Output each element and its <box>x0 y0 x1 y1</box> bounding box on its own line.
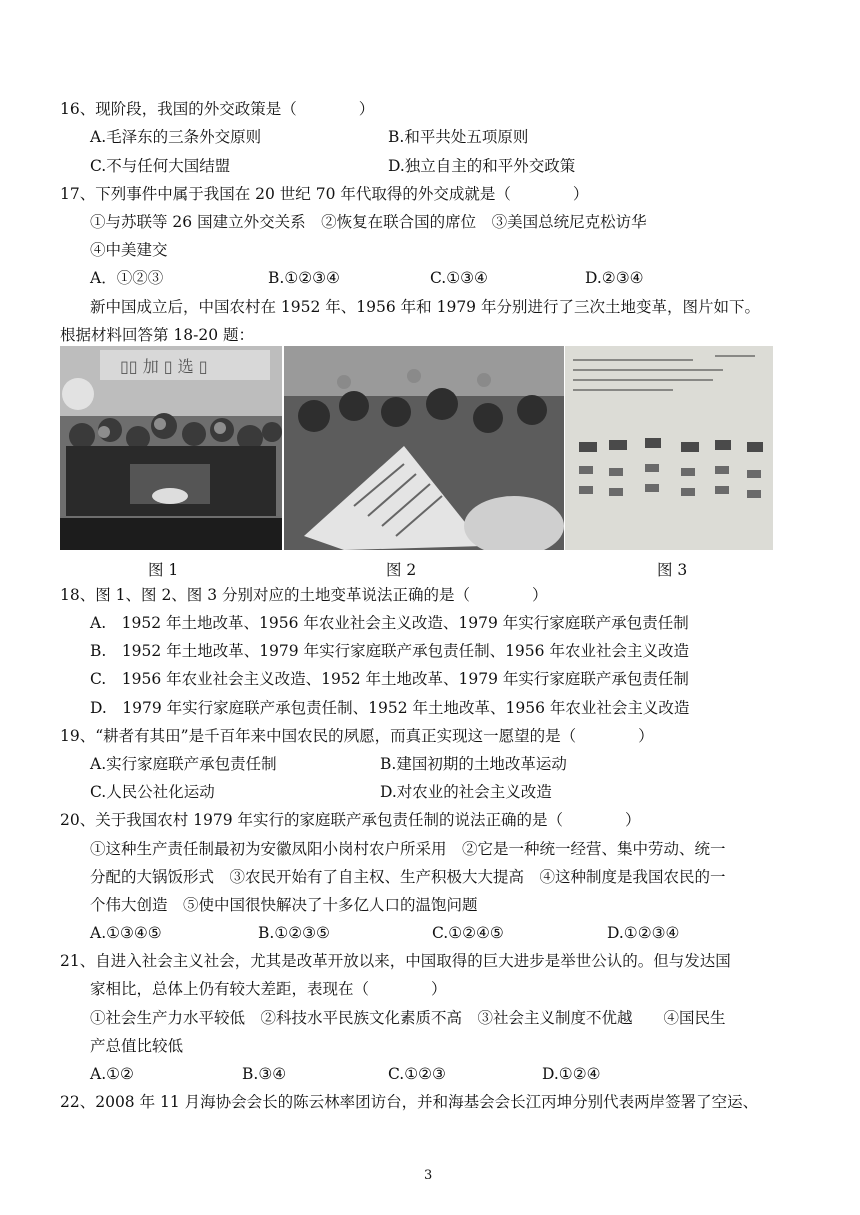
q18-stem: 18、图 1、图 2、图 3 分别对应的土地变革说法正确的是（ ） <box>60 586 548 604</box>
q18-option-b: B. 1952 年土地改革、1979 年实行家庭联产承包责任制、1956 年农业社会主义改造 <box>90 642 689 660</box>
q21-items-line1: ①社会生产力水平较低 ②科技水平民族文化素质不高 ③社会主义制度不优越 ④国民生 <box>90 1009 726 1027</box>
q16-option-b: B.和平共处五项原则 <box>388 128 529 146</box>
q17-option-c: C.①③④ <box>430 269 488 287</box>
q18-option-a: A. 1952 年土地改革、1956 年农业社会主义改造、1979 年实行家庭联产承包责任制 <box>90 614 689 632</box>
q21-stem-line2: 家相比，总体上仍有较大差距，表现在（ ） <box>90 980 447 998</box>
q20-option-d: D.①②③④ <box>607 924 680 942</box>
material-line1: 新中国成立后，中国农村在 1952 年、1956 年和 1979 年分别进行了三次土地变革，图片如下。 <box>90 298 760 316</box>
q17-option-b: B.①②③④ <box>268 269 340 287</box>
q21-option-c: C.①②③ <box>388 1065 446 1083</box>
figure-1-caption: 图 1 <box>148 561 179 579</box>
figure-2-photo <box>284 346 564 550</box>
q19-option-b: B.建国初期的土地改革运动 <box>380 755 567 773</box>
q18-option-d: D. 1979 年实行家庭联产承包责任制、1952 年土地改革、1956 年农业社会主义改造 <box>90 699 690 717</box>
q17-stem: 17、下列事件中属于我国在 20 世纪 70 年代取得的外交成就是（ ） <box>60 185 589 203</box>
q19-option-c: C.人民公社化运动 <box>90 783 215 801</box>
q16-option-a: A.毛泽东的三条外交原则 <box>90 128 262 146</box>
q17-items-line1: ①与苏联等 26 国建立外交关系 ②恢复在联合国的席位 ③美国总统尼克松访华 <box>90 213 647 231</box>
q21-option-b: B.③④ <box>242 1065 287 1083</box>
q20-stem: 20、关于我国农村 1979 年实行的家庭联产承包责任制的说法正确的是（ ） <box>60 811 641 829</box>
figure-3-caption: 图 3 <box>657 561 688 579</box>
q16-option-d: D.独立自主的和平外交政策 <box>388 157 576 175</box>
q21-option-a: A.①② <box>90 1065 134 1083</box>
q20-items-line1: ①这种生产责任制最初为安徽凤阳小岗村农户所采用 ②它是一种统一经营、集中劳动、统一 <box>90 840 726 858</box>
material-line2: 根据材料回答第 18-20 题： <box>60 326 255 344</box>
q20-items-line3: 个伟大创造 ⑤使中国很快解决了十多亿人口的温饱问题 <box>90 896 478 914</box>
q20-option-b: B.①②③⑤ <box>258 924 330 942</box>
figure-1-photo <box>60 346 282 550</box>
q21-items-line2: 产总值比较低 <box>90 1037 184 1055</box>
q16-option-c: C.不与任何大国结盟 <box>90 157 231 175</box>
q17-option-a: A．①②③ <box>90 269 164 287</box>
q20-option-c: C.①②④⑤ <box>432 924 504 942</box>
q21-stem-line1: 21、自进入社会主义社会，尤其是改革开放以来，中国取得的巨大进步是举世公认的。但与发达国 <box>60 952 731 970</box>
q22-stem: 22、2008 年 11 月海协会会长的陈云林率团访台，并和海基会会长江丙坤分别代表两岸签署了空运、 <box>60 1093 759 1111</box>
q17-items-line2: ④中美建交 <box>90 241 168 259</box>
svg-text:▯▯ 加 ▯ 选 ▯: ▯▯ 加 ▯ 选 ▯ <box>120 357 208 376</box>
figure-2-caption: 图 2 <box>386 561 417 579</box>
figure-3-photo <box>565 346 773 550</box>
page-number: 3 <box>424 1168 433 1183</box>
q20-items-line2: 分配的大锅饭形式 ③农民开始有了自主权、生产积极大大提高 ④这种制度是我国农民的一 <box>90 868 726 886</box>
q20-option-a: A.①③④⑤ <box>90 924 162 942</box>
q19-option-a: A.实行家庭联产承包责任制 <box>90 755 277 773</box>
q21-option-d: D.①②④ <box>542 1065 601 1083</box>
q16-stem: 16、现阶段，我国的外交政策是（ ） <box>60 100 375 118</box>
q19-stem: 19、“耕者有其田”是千百年来中国农民的夙愿，而真正实现这一愿望的是（ ） <box>60 727 654 745</box>
q19-option-d: D.对农业的社会主义改造 <box>380 783 552 801</box>
q17-option-d: D.②③④ <box>585 269 644 287</box>
q18-option-c: C. 1956 年农业社会主义改造、1952 年土地改革、1979 年实行家庭联产承包责任制 <box>90 670 689 688</box>
